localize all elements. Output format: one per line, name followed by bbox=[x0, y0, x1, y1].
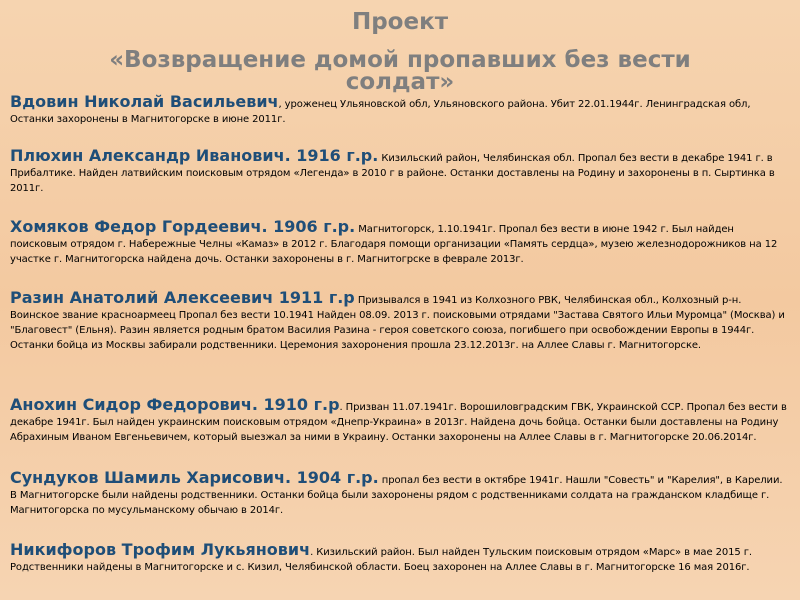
soldier-entry-khomyakov bbox=[10, 219, 790, 267]
soldier-details: . Кизильский район. Был найден Тульским поисковым отрядом «Марс» в мае 2015 г. Родственники найдены в Магнитогорске и с. Кизил, Челябинской области. Боец захоронен на Аллее Славы в г. Магнитогорске 16 мая 2016г. bbox=[10, 547, 752, 573]
soldier-details: Призывался в 1941 из Колхозного РВК, Челябинская обл., Колхозный р-н. Воинское звание красноармеец Пропал без вести 10.1941 Найден 08.09. 2013 г. поисковыми отрядами "Застава Святого Ильи Муромца" (Москва) и "Благовест" (Ельня). Разин является родным братом Василия Разина - героя советского союза, погибшего при освобождении Европы в 1944г. Останки бойца из Москвы забирали родственники. Церемония захоронения прошла 23.12.2013г. на Аллее Славы г. Магнитогорске. bbox=[10, 295, 785, 351]
soldier-entry-plyukhin bbox=[10, 148, 790, 196]
soldier-entry-anokhin bbox=[10, 397, 790, 445]
soldier-details: , уроженец Ульяновской обл, Ульяновского района. Убит 22.01.1944г. Ленинградская обл, Останки захоронены в Магнитогорске в июне 2011г. bbox=[10, 99, 751, 125]
project-title-line: «Возвращение домой пропавших без вести bbox=[109, 47, 691, 73]
soldier-details: Кизильский район, Челябинская обл. Пропал без вести в декабре 1941 г. в Прибалтике. Найден латвийским поисковым отрядом «Легенда» в 2010 г в районе. Останки доставлены на Родину и захоронены в п. Сыртинка в 2011г. bbox=[10, 153, 775, 194]
soldier-entry-sundukov bbox=[10, 470, 790, 518]
soldier-entry-nikiforov bbox=[10, 542, 790, 575]
soldier-name: Анохин Сидор Федорович. 1910 г.р bbox=[10, 395, 340, 414]
soldier-details: . Призван 11.07.1941г. Ворошиловградским ГВК, Украинской ССР. Пропал без вести в декабре 1941г. Был найден украинским поисковым отрядом «Днепр-Украина» в 2013г. Найдена дочь бойца. Останки были доставлены на Родину Абрахиным Иваном Евгеньевичем, который выезжал за ними в Украину. Останки захоронены на Аллее Славы в г. Магнитогорске 20.06.2014г. bbox=[10, 402, 787, 443]
soldier-entry-vdovin bbox=[10, 94, 790, 127]
project-label: Проект bbox=[351, 9, 449, 35]
project-title-line-2: солдат» bbox=[345, 69, 455, 95]
soldier-name: Сундуков Шамиль Харисович. 1904 г.р. bbox=[10, 468, 379, 487]
soldier-name: Разин Анатолий Алексеевич 1911 г.р bbox=[10, 288, 355, 307]
soldier-name: Вдовин Николай Васильевич bbox=[10, 92, 279, 111]
soldier-details: Магнитогорск, 1.10.1941г. Пропал без вести в июне 1942 г. Был найден поисковым отрядом г. Набережные Челны «Камаз» в 2012 г. Благодаря помощи организации «Память сердца», музею железнодорожников на 12 участке г. Магнитогорска найдена дочь. Останки захоронены в г. Магнитогрске в феврале 2013г. bbox=[10, 224, 778, 265]
soldier-name: Хомяков Федор Гордеевич. 1906 г.р. bbox=[10, 217, 356, 236]
soldier-name: Никифоров Трофим Лукьянович bbox=[10, 540, 311, 559]
soldier-details: пропал без вести в октябре 1941г. Нашли "Совесть" и "Карелия", в Карелии. В Магнитогорске были найдены родственники. Останки бойца были захоронены рядом с родственниками солдата на гражданском кладбище г. Магнитогорска по мусульманскому обычаю в 2014г. bbox=[10, 475, 783, 516]
soldier-entry-razin bbox=[10, 290, 790, 353]
soldier-name: Плюхин Александр Иванович. 1916 г.р. bbox=[10, 146, 379, 165]
